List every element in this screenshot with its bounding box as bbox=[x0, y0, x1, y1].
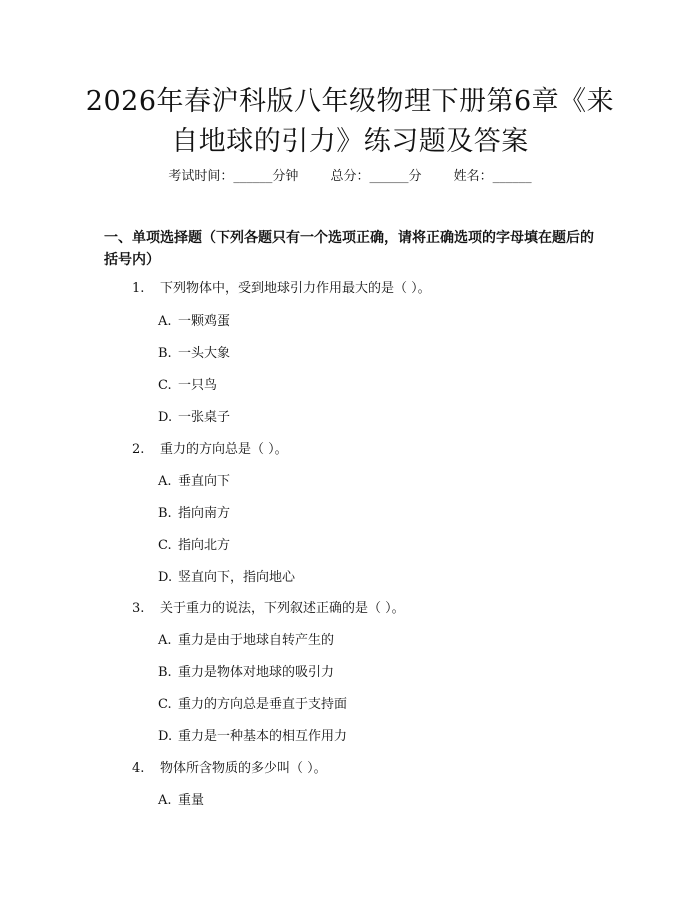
option-letter: A. bbox=[158, 793, 172, 808]
option-text: 重力的方向总是垂直于支持面 bbox=[178, 697, 348, 712]
section-heading-line-2: 括号内） bbox=[104, 252, 160, 268]
question-number: 4. bbox=[132, 761, 145, 776]
question-4 bbox=[132, 759, 327, 779]
option-4a bbox=[158, 791, 204, 811]
option-letter: D. bbox=[158, 570, 173, 585]
option-letter: B. bbox=[158, 506, 172, 521]
option-letter: A. bbox=[158, 314, 172, 329]
exam-time: 考试时间：______分钟 bbox=[168, 169, 299, 184]
option-text: 指向北方 bbox=[178, 538, 231, 553]
option-text: 重量 bbox=[178, 793, 205, 808]
option-letter: B. bbox=[158, 346, 172, 361]
option-text: 重力是由于地球自转产生的 bbox=[178, 633, 335, 648]
question-3 bbox=[132, 599, 405, 619]
option-letter: C. bbox=[158, 538, 172, 553]
option-letter: A. bbox=[158, 474, 172, 489]
option-text: 重力是一种基本的相互作用力 bbox=[178, 729, 348, 744]
option-1a bbox=[158, 312, 230, 332]
option-letter: D. bbox=[158, 410, 173, 425]
question-text: 物体所含物质的多少叫（ ）。 bbox=[160, 761, 327, 776]
question-number: 3. bbox=[132, 601, 145, 616]
question-2 bbox=[132, 440, 288, 460]
option-2a bbox=[158, 472, 230, 492]
section-heading-line-1: 一、单项选择题（下列各题只有一个选项正确，请将正确选项的字母填在题后的 bbox=[104, 230, 594, 246]
exam-info bbox=[0, 166, 700, 188]
question-number: 2. bbox=[132, 442, 145, 457]
option-3b bbox=[158, 663, 334, 683]
option-2d bbox=[158, 568, 295, 588]
option-text: 一颗鸡蛋 bbox=[178, 314, 231, 329]
option-letter: B. bbox=[158, 665, 172, 680]
option-text: 重力是物体对地球的吸引力 bbox=[178, 665, 335, 680]
title-line-1: 2026年春沪科版八年级物理下册第6章《来 bbox=[85, 86, 615, 117]
option-1b bbox=[158, 344, 230, 364]
option-2c bbox=[158, 536, 230, 556]
option-3c bbox=[158, 695, 347, 715]
option-3a bbox=[158, 631, 334, 651]
option-letter: D. bbox=[158, 729, 173, 744]
option-text: 指向南方 bbox=[178, 506, 231, 521]
option-letter: A. bbox=[158, 633, 172, 648]
option-2b bbox=[158, 504, 230, 524]
option-text: 一张桌子 bbox=[178, 410, 231, 425]
student-name: 姓名：______ bbox=[453, 169, 532, 184]
question-text: 下列物体中，受到地球引力作用最大的是（ ）。 bbox=[160, 281, 431, 296]
option-text: 垂直向下 bbox=[178, 474, 231, 489]
option-1d bbox=[158, 408, 230, 428]
option-letter: C. bbox=[158, 378, 172, 393]
option-letter: C. bbox=[158, 697, 172, 712]
total-score: 总分：______分 bbox=[330, 169, 422, 184]
section-heading bbox=[104, 227, 604, 271]
question-number: 1. bbox=[132, 281, 145, 296]
option-text: 一只鸟 bbox=[178, 378, 218, 393]
option-3d bbox=[158, 727, 347, 747]
title-line-2: 自地球的引力》练习题及答案 bbox=[171, 126, 529, 157]
option-text: 一头大象 bbox=[178, 346, 231, 361]
option-1c bbox=[158, 376, 217, 396]
question-text: 关于重力的说法，下列叙述正确的是（ ）。 bbox=[160, 601, 405, 616]
question-text: 重力的方向总是（ ）。 bbox=[160, 442, 288, 457]
question-1 bbox=[132, 279, 431, 299]
option-text: 竖直向下，指向地心 bbox=[178, 570, 296, 585]
document-title bbox=[60, 82, 640, 162]
